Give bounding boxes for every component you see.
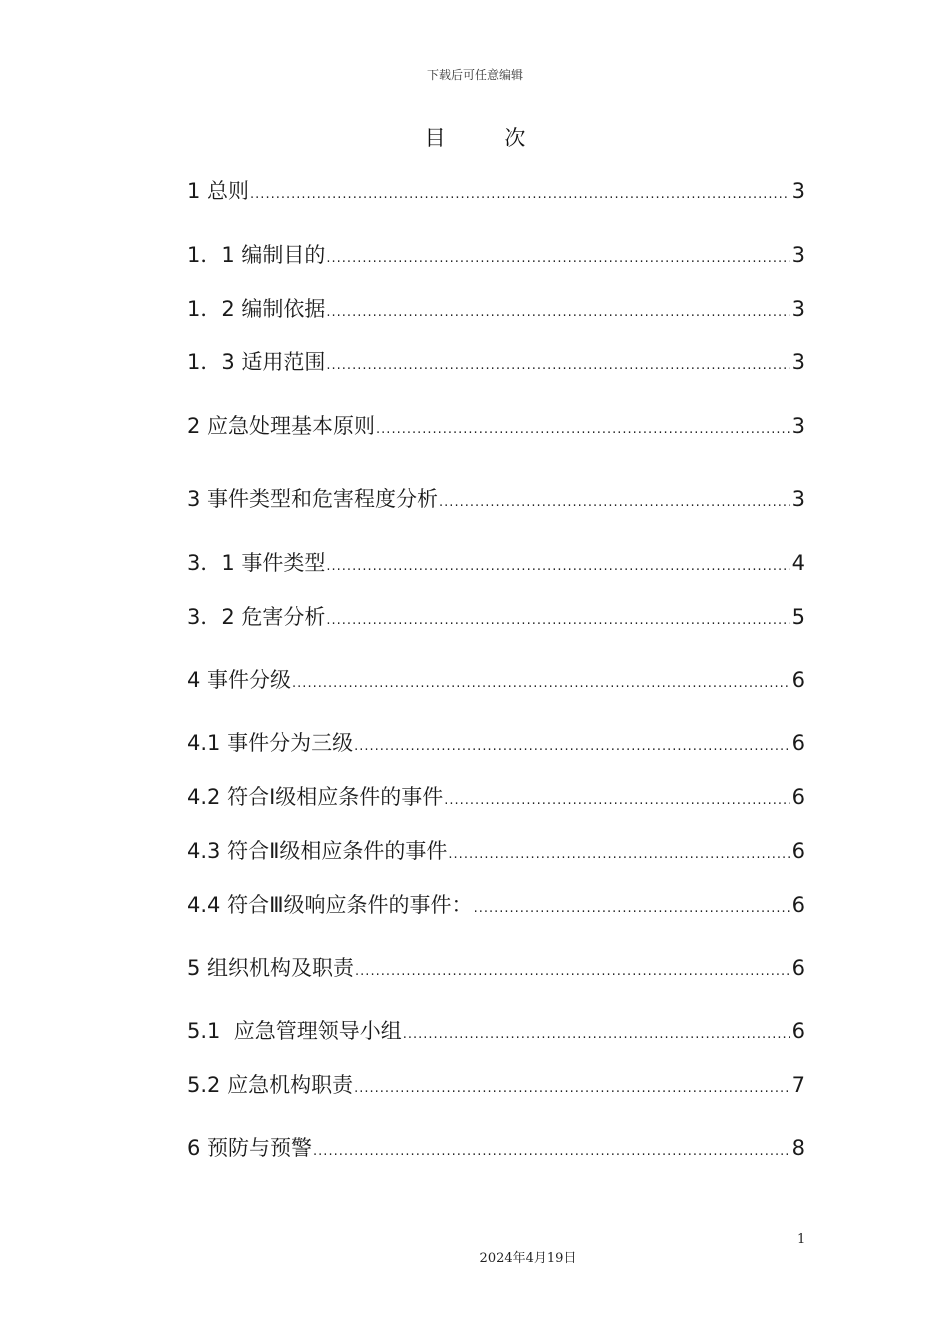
toc-entry[interactable] [187, 241, 805, 273]
toc-entry-page: 6 [791, 956, 805, 980]
toc-leader-dots [250, 181, 790, 209]
toc-leader-dots [326, 299, 790, 327]
footer-date: 2024年4月19日 [479, 1251, 577, 1266]
toc-entry-label: 1．2 编制依据 [187, 297, 326, 321]
toc-entry-page: 3 [791, 414, 805, 438]
toc-entry-label: 4.2 符合Ⅰ级相应条件的事件 [187, 785, 444, 809]
toc-entry-label: 6 预防与预警 [187, 1136, 313, 1160]
toc-entry-page: 3 [791, 350, 805, 374]
toc-entry-label: 5.1 应急管理领导小组 [187, 1019, 402, 1043]
toc-leader-dots [354, 733, 790, 761]
toc-entry-label: 3 事件类型和危害程度分析 [187, 487, 439, 511]
toc-leader-dots [403, 1021, 790, 1049]
toc-entry-label: 1．3 适用范围 [187, 350, 326, 374]
toc-entry[interactable] [187, 412, 805, 444]
toc-entry[interactable] [187, 666, 805, 698]
toc-entry[interactable] [187, 1134, 805, 1166]
toc-entry[interactable] [187, 348, 805, 380]
toc-leader-dots [326, 553, 790, 581]
toc-entry-page: 6 [791, 839, 805, 863]
toc-leader-dots [439, 489, 790, 517]
toc-entry-label: 4.1 事件分为三级 [187, 731, 354, 755]
toc-leader-dots [355, 958, 790, 986]
toc-entry[interactable] [187, 549, 805, 581]
toc-entry-page: 3 [791, 297, 805, 321]
toc-leader-dots [376, 416, 790, 444]
toc-entry-page: 8 [791, 1136, 805, 1160]
toc-leader-dots [313, 1138, 790, 1166]
toc-entry[interactable] [187, 729, 805, 761]
toc-entry[interactable] [187, 1071, 805, 1103]
toc-leader-dots [326, 245, 790, 273]
toc-leader-dots [444, 787, 790, 815]
toc-entry[interactable] [187, 891, 805, 923]
page-header: 下载后可任意编辑 [426, 68, 523, 82]
toc-entry-page: 7 [791, 1073, 805, 1097]
toc-entry-page: 3 [791, 243, 805, 267]
toc-entry-label: 4.4 符合Ⅲ级响应条件的事件： [187, 893, 473, 917]
toc-leader-dots [448, 841, 790, 869]
toc-entry-page: 5 [791, 605, 805, 629]
toc-entry-label: 1 总则 [187, 179, 250, 203]
toc-entry-label: 3．1 事件类型 [187, 551, 326, 575]
toc-entry[interactable] [187, 177, 805, 209]
toc-title: 目 次 [424, 126, 552, 150]
toc-leader-dots [474, 895, 790, 923]
toc-leader-dots [326, 352, 790, 380]
toc-entry-label: 4.3 符合Ⅱ级相应条件的事件 [187, 839, 448, 863]
toc-entry-page: 4 [791, 551, 805, 575]
table-of-contents [187, 0, 805, 1344]
toc-entry[interactable] [187, 295, 805, 327]
toc-entry-page: 3 [791, 179, 805, 203]
toc-leader-dots [354, 1075, 790, 1103]
toc-entry-label: 5 组织机构及职责 [187, 956, 355, 980]
toc-entry[interactable] [187, 485, 805, 517]
toc-entry-page: 6 [791, 1019, 805, 1043]
toc-entry[interactable] [187, 954, 805, 986]
page-number: 1 [797, 1232, 806, 1247]
toc-entry-label: 3．2 危害分析 [187, 605, 326, 629]
toc-entry-page: 3 [791, 487, 805, 511]
toc-entry-page: 6 [791, 785, 805, 809]
toc-entry-label: 2 应急处理基本原则 [187, 414, 376, 438]
toc-entry-page: 6 [791, 731, 805, 755]
toc-entry-label: 1．1 编制目的 [187, 243, 326, 267]
toc-entry-label: 5.2 应急机构职责 [187, 1073, 354, 1097]
toc-entry-label: 4 事件分级 [187, 668, 292, 692]
toc-entry[interactable] [187, 603, 805, 635]
toc-entry-page: 6 [791, 893, 805, 917]
toc-entry-page: 6 [791, 668, 805, 692]
toc-entry[interactable] [187, 783, 805, 815]
toc-entry[interactable] [187, 837, 805, 869]
toc-leader-dots [292, 670, 790, 698]
toc-entry[interactable] [187, 1017, 805, 1049]
toc-leader-dots [326, 607, 790, 635]
